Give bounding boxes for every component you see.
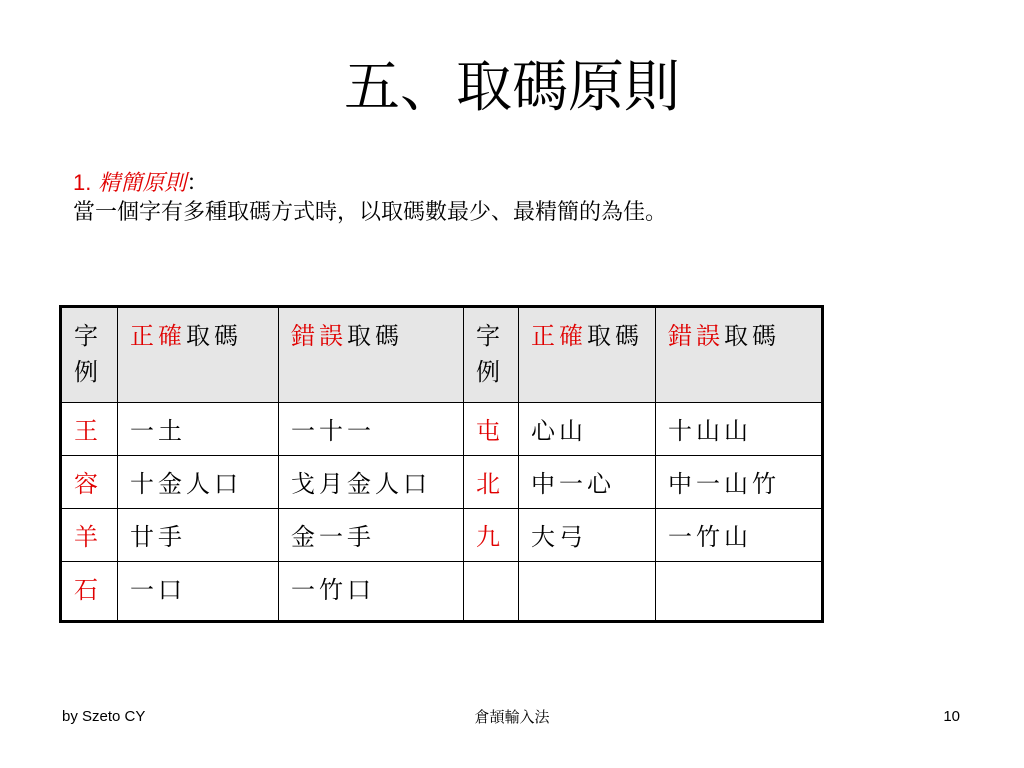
wrong-code bbox=[656, 562, 823, 622]
point-description: 當一個字有多種取碼方式時，以取碼數最少、最精簡的為佳。 bbox=[73, 200, 668, 225]
header-example-2: 字例 bbox=[464, 307, 519, 403]
header-correct-prefix: 正確 bbox=[130, 322, 186, 350]
header-correct-prefix: 正確 bbox=[531, 322, 587, 350]
table-row bbox=[61, 562, 823, 622]
header-wrong-prefix: 錯誤 bbox=[668, 322, 724, 350]
wrong-code: 戈月金人口 bbox=[279, 456, 464, 509]
header-wrong-prefix: 錯誤 bbox=[291, 322, 347, 350]
example-char: 屯 bbox=[464, 403, 519, 456]
correct-code: 廿手 bbox=[118, 509, 279, 562]
table-row bbox=[61, 456, 823, 509]
footer-author: by Szeto CY bbox=[62, 708, 146, 725]
correct-code: 中一心 bbox=[519, 456, 656, 509]
header-code-suffix: 取碼 bbox=[186, 322, 242, 350]
point-heading bbox=[73, 168, 208, 199]
header-code-suffix: 取碼 bbox=[724, 322, 780, 350]
footer-page-number: 10 bbox=[943, 708, 960, 725]
wrong-code: 一十一 bbox=[279, 403, 464, 456]
point-colon: ： bbox=[186, 171, 209, 196]
header-wrong-code-1 bbox=[279, 307, 464, 403]
example-char: 羊 bbox=[61, 509, 118, 562]
example-char: 石 bbox=[61, 562, 118, 622]
header-code-suffix: 取碼 bbox=[347, 322, 403, 350]
example-char: 王 bbox=[61, 403, 118, 456]
point-title: 精簡原則 bbox=[98, 171, 187, 196]
correct-code: 心山 bbox=[519, 403, 656, 456]
wrong-code: 金一手 bbox=[279, 509, 464, 562]
correct-code: 十金人口 bbox=[118, 456, 279, 509]
table-row bbox=[61, 509, 823, 562]
correct-code: 一口 bbox=[118, 562, 279, 622]
slide-title: 五、取碼原則 bbox=[344, 55, 680, 120]
header-correct-code-1 bbox=[118, 307, 279, 403]
code-comparison-table bbox=[59, 305, 824, 623]
example-char: 北 bbox=[464, 456, 519, 509]
example-char bbox=[464, 562, 519, 622]
correct-code: 一土 bbox=[118, 403, 279, 456]
header-wrong-code-2 bbox=[656, 307, 823, 403]
footer-subject: 倉頡輸入法 bbox=[474, 708, 550, 726]
table-row bbox=[61, 403, 823, 456]
correct-code bbox=[519, 562, 656, 622]
point-number: 1. bbox=[73, 170, 92, 195]
wrong-code: 一竹口 bbox=[279, 562, 464, 622]
example-char: 容 bbox=[61, 456, 118, 509]
header-correct-code-2 bbox=[519, 307, 656, 403]
correct-code: 大弓 bbox=[519, 509, 656, 562]
header-code-suffix: 取碼 bbox=[587, 322, 643, 350]
wrong-code: 中一山竹 bbox=[656, 456, 823, 509]
wrong-code: 十山山 bbox=[656, 403, 823, 456]
header-example-1: 字例 bbox=[61, 307, 118, 403]
table-header-row bbox=[61, 307, 823, 403]
example-char: 九 bbox=[464, 509, 519, 562]
wrong-code: 一竹山 bbox=[656, 509, 823, 562]
